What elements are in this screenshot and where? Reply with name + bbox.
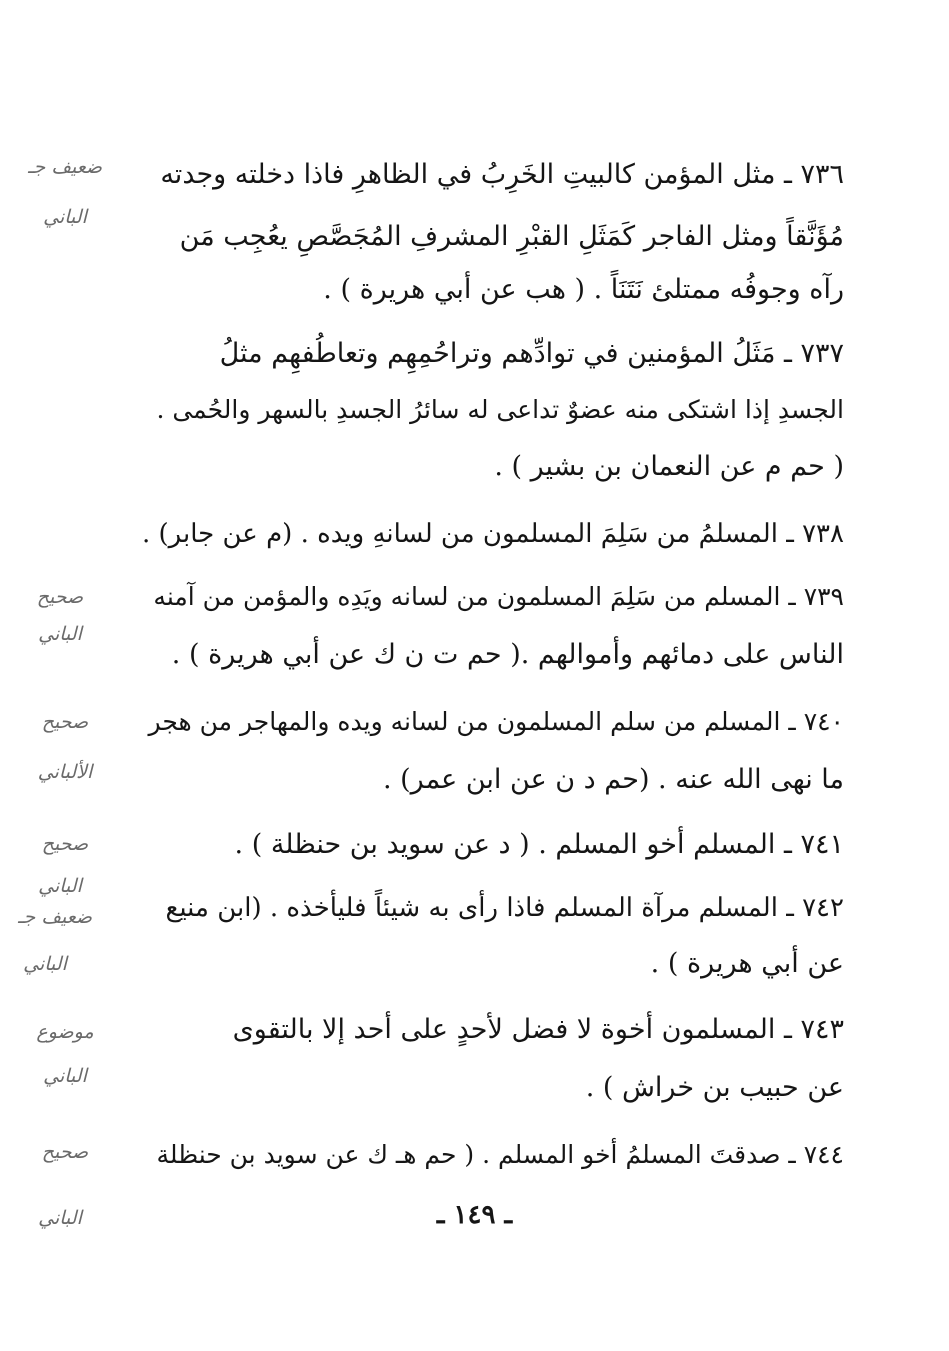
page-number: ـ ١٤٩ ـ <box>436 1200 513 1230</box>
hadith-736-line-1: ٧٣٦ ـ مثل المؤمن كالبيتِ الخَرِبُ في الظاهرِ فاذا دخلته وجدته <box>160 159 844 190</box>
hadith-743-line-1: ٧٤٣ ـ المسلمون أخوة لا فضل لأحدٍ على أحد إلا بالتقوى <box>232 1014 844 1045</box>
hadith-740-line-1: ٧٤٠ ـ المسلم من سلم المسلمون من لسانه ويده والمهاجر من هجر <box>148 707 844 736</box>
hadith-736-line-3: رآه وجوفُه ممتلئ نَتَنَاً . ( هب عن أبي هريرة ) . <box>323 274 844 305</box>
margin-note-739-source: الباني <box>38 623 82 645</box>
hadith-737-line-3: ( حم م عن النعمان بن بشير ) . <box>494 451 844 482</box>
margin-note-743-source: الباني <box>43 1065 87 1087</box>
hadith-742-line-1: ٧٤٢ ـ المسلم مرآة المسلم فاذا رأى به شيئاً فليأخذه . (ابن منيع <box>165 893 844 923</box>
hadith-741-line-1: ٧٤١ ـ المسلم أخو المسلم . ( د عن سويد بن حنظلة ) . <box>234 829 844 860</box>
margin-note-742-grade: ضعيف جـ <box>17 906 93 928</box>
margin-note-736-source: الباني <box>43 206 87 228</box>
hadith-739-line-2: الناس على دمائهم وأموالهم .( حم ت ن ك عن أبي هريرة ) . <box>171 639 844 670</box>
margin-note-744-grade: صحيح <box>41 1141 89 1163</box>
margin-note-741-grade: صحيح <box>41 833 89 855</box>
margin-note-742-source: الباني <box>23 953 67 975</box>
hadith-739-line-1: ٧٣٩ ـ المسلم من سَلِمَ المسلمون من لسانه ويَدِه والمؤمن من آمنه <box>153 582 844 611</box>
hadith-744-line-1: ٧٤٤ ـ صدقتَ المسلمُ أخو المسلم . ( حم هـ ك عن سويد بن حنظلة <box>156 1140 844 1169</box>
margin-note-744-source: الباني <box>38 1207 82 1229</box>
hadith-737-line-2: الجسدِ إذا اشتكى منه عضوٌ تداعى له سائرُ الجسدِ بالسهر والحُمى . <box>156 395 844 424</box>
margin-note-743-grade: موضوع <box>36 1021 94 1043</box>
hadith-742-line-2: عن أبي هريرة ) . <box>650 948 844 979</box>
hadith-736-line-2: مُؤَنَّقاً ومثل الفاجر كَمَثَلِ القبْرِ المشرفِ المُجَصَّصِ يعُجِب مَن <box>179 221 844 252</box>
margin-note-741-source: الباني <box>38 875 82 897</box>
hadith-737-line-1: ٧٣٧ ـ مَثَلُ المؤمنين في توادِّهم وتراحُمِهِم وتعاطُفهِم مثلُ <box>219 338 844 369</box>
hadith-738-line-1: ٧٣٨ ـ المسلمُ من سَلِمَ المسلمون من لسانهِ ويده . (م عن جابر) . <box>142 519 844 549</box>
margin-note-739-grade: صحيح <box>36 586 84 608</box>
margin-note-740-source: الألباني <box>37 761 93 783</box>
hadith-743-line-2: عن حبيب بن خراش ) . <box>585 1072 844 1103</box>
margin-note-740-grade: صحيح <box>41 711 89 733</box>
margin-note-736-grade: ضعيف جـ <box>27 156 103 178</box>
hadith-740-line-2: ما نهى الله عنه . (حم د ن عن ابن عمر) . <box>382 764 844 795</box>
